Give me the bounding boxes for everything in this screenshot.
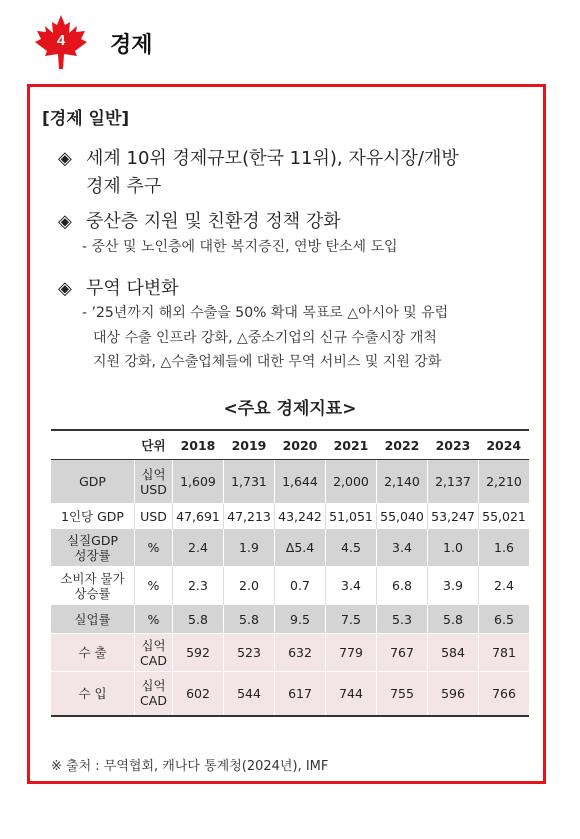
value-cell: 55,040 bbox=[377, 504, 428, 529]
value-cell: 584 bbox=[428, 634, 479, 672]
value-cell: 3.9 bbox=[428, 567, 479, 605]
table-row bbox=[51, 529, 529, 567]
value-cell: 43,242 bbox=[275, 504, 326, 529]
row-label: 소비자 물가 상승률 bbox=[51, 567, 135, 605]
economic-indicators-table bbox=[51, 429, 529, 717]
value-cell: 766 bbox=[479, 672, 530, 716]
value-cell: 767 bbox=[377, 634, 428, 672]
bullet-item bbox=[58, 208, 341, 236]
table-row bbox=[51, 567, 529, 605]
value-cell: 2.3 bbox=[173, 567, 224, 605]
value-cell: 9.5 bbox=[275, 605, 326, 634]
bullet-text: 세계 10위 경제규모(한국 11위), 자유시장/개방 bbox=[86, 148, 459, 169]
header-cell: 2019 bbox=[224, 430, 275, 460]
header-cell: 2021 bbox=[326, 430, 377, 460]
unit-cell: % bbox=[135, 529, 173, 567]
value-cell: Δ5.4 bbox=[275, 529, 326, 567]
value-cell: 3.4 bbox=[377, 529, 428, 567]
sub-bullet-text: - 중산 및 노인층에 대한 복지증진, 연방 탄소세 도입 bbox=[82, 239, 398, 255]
value-cell: 4.5 bbox=[326, 529, 377, 567]
value-cell: 7.5 bbox=[326, 605, 377, 634]
value-cell: 5.8 bbox=[224, 605, 275, 634]
table-row bbox=[51, 672, 529, 716]
header-cell: 2020 bbox=[275, 430, 326, 460]
value-cell: 1.6 bbox=[479, 529, 530, 567]
row-label: 실질GDP 성장률 bbox=[51, 529, 135, 567]
value-cell: 592 bbox=[173, 634, 224, 672]
value-cell: 1.0 bbox=[428, 529, 479, 567]
value-cell: 5.3 bbox=[377, 605, 428, 634]
value-cell: 755 bbox=[377, 672, 428, 716]
value-cell: 2.4 bbox=[479, 567, 530, 605]
value-cell: 53,247 bbox=[428, 504, 479, 529]
value-cell: 2.4 bbox=[173, 529, 224, 567]
value-cell: 617 bbox=[275, 672, 326, 716]
table-header-row bbox=[51, 430, 529, 460]
value-cell: 596 bbox=[428, 672, 479, 716]
header-cell: 2023 bbox=[428, 430, 479, 460]
value-cell: 51,051 bbox=[326, 504, 377, 529]
value-cell: 2.0 bbox=[224, 567, 275, 605]
value-cell: 2,137 bbox=[428, 460, 479, 504]
value-cell: 2,000 bbox=[326, 460, 377, 504]
table-row bbox=[51, 634, 529, 672]
row-label: 수 입 bbox=[51, 672, 135, 716]
bullet-text: 중산층 지원 및 친환경 정책 강화 bbox=[86, 211, 341, 232]
diamond-bullet-icon: ◈ bbox=[58, 148, 72, 169]
value-cell: 779 bbox=[326, 634, 377, 672]
header-cell: 2024 bbox=[479, 430, 530, 460]
value-cell: 0.7 bbox=[275, 567, 326, 605]
sub-bullet-text: 대상 수출 인프라 강화, △중소기업의 신규 수출시장 개척 bbox=[93, 330, 437, 346]
table-title: <주요 경제지표> bbox=[223, 399, 357, 419]
row-label: GDP bbox=[51, 460, 135, 504]
value-cell: 744 bbox=[326, 672, 377, 716]
value-cell: 5.8 bbox=[428, 605, 479, 634]
value-cell: 2,140 bbox=[377, 460, 428, 504]
unit-cell: 십억 CAD bbox=[135, 672, 173, 716]
bullet-text-cont: 경제 추구 bbox=[86, 176, 162, 197]
value-cell: 1.9 bbox=[224, 529, 275, 567]
maple-leaf-icon bbox=[32, 13, 90, 71]
unit-cell: 십억 USD bbox=[135, 460, 173, 504]
unit-cell: 십억 CAD bbox=[135, 634, 173, 672]
value-cell: 1,609 bbox=[173, 460, 224, 504]
unit-cell: % bbox=[135, 605, 173, 634]
value-cell: 544 bbox=[224, 672, 275, 716]
section-heading: [경제 일반] bbox=[42, 109, 130, 129]
header-cell: 2018 bbox=[173, 430, 224, 460]
value-cell: 5.8 bbox=[173, 605, 224, 634]
value-cell: 602 bbox=[173, 672, 224, 716]
sub-bullet-text: 지원 강화, △수출업체들에 대한 무역 서비스 및 지원 강화 bbox=[93, 354, 442, 370]
value-cell: 6.5 bbox=[479, 605, 530, 634]
diamond-bullet-icon: ◈ bbox=[58, 211, 72, 232]
value-cell: 2,210 bbox=[479, 460, 530, 504]
bullet-item bbox=[58, 145, 459, 173]
section-number: 4 bbox=[56, 32, 66, 49]
source-note: ※ 출처 : 무역협회, 캐나다 통계청(2024년), IMF bbox=[51, 759, 329, 774]
row-label: 1인당 GDP bbox=[51, 504, 135, 529]
row-label: 실업률 bbox=[51, 605, 135, 634]
value-cell: 781 bbox=[479, 634, 530, 672]
header-cell bbox=[51, 430, 135, 460]
value-cell: 3.4 bbox=[326, 567, 377, 605]
value-cell: 55,021 bbox=[479, 504, 530, 529]
value-cell: 6.8 bbox=[377, 567, 428, 605]
value-cell: 632 bbox=[275, 634, 326, 672]
value-cell: 47,691 bbox=[173, 504, 224, 529]
sub-bullet-text: - ’25년까지 해외 수출을 50% 확대 목표로 △아시아 및 유럽 bbox=[82, 305, 449, 321]
value-cell: 523 bbox=[224, 634, 275, 672]
diamond-bullet-icon: ◈ bbox=[58, 278, 72, 299]
table-row bbox=[51, 460, 529, 504]
page-title: 경제 bbox=[110, 33, 153, 58]
value-cell: 1,731 bbox=[224, 460, 275, 504]
unit-cell: USD bbox=[135, 504, 173, 529]
table-row bbox=[51, 605, 529, 634]
bullet-text: 무역 다변화 bbox=[86, 278, 179, 299]
table-row bbox=[51, 504, 529, 529]
header-cell: 단위 bbox=[135, 430, 173, 460]
value-cell: 1,644 bbox=[275, 460, 326, 504]
bullet-item bbox=[58, 275, 179, 303]
unit-cell: % bbox=[135, 567, 173, 605]
row-label: 수 출 bbox=[51, 634, 135, 672]
value-cell: 47,213 bbox=[224, 504, 275, 529]
header-cell: 2022 bbox=[377, 430, 428, 460]
